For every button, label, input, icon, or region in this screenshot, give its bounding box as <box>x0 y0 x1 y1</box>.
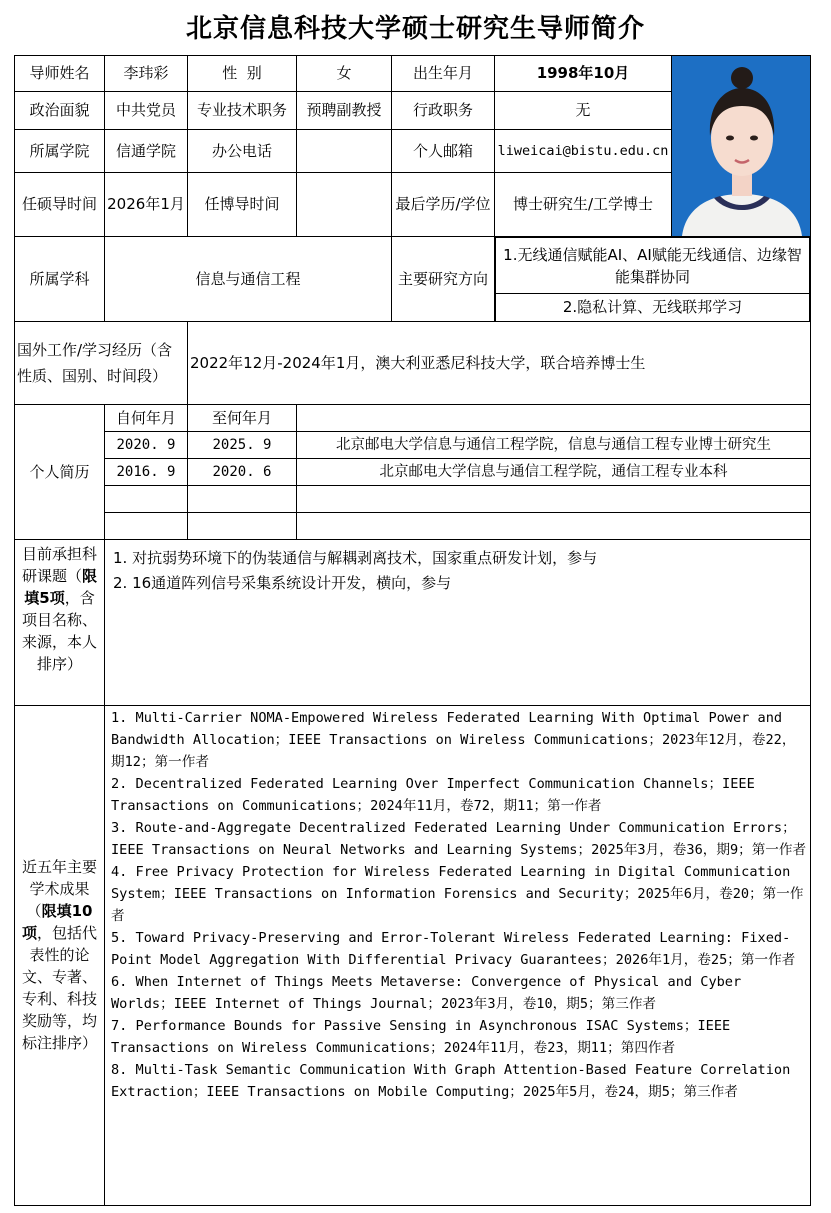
resume-label: 个人简历 <box>15 404 105 539</box>
achievements-label-a: 近五年主要学术成果（ <box>21 858 97 920</box>
achievement-item: 6. When Internet of Things Meets Metaverse: Convergence of Physical and Cyber Worlds；IEEE Internet of Things Journal；2023年3月，卷10，期5；第三作者 <box>111 973 742 1012</box>
birth-label: 出生年月 <box>392 56 495 92</box>
resume-to-header: 至何年月 <box>188 404 297 431</box>
name-label: 导师姓名 <box>15 56 105 92</box>
master-time-value: 2026年1月 <box>105 172 188 236</box>
degree-label: 最后学历/学位 <box>392 172 495 236</box>
resume-from: 2020. 9 <box>105 431 188 458</box>
photo-cell <box>672 56 811 237</box>
achievements-label <box>15 705 105 1205</box>
abroad-value: 2022年12月-2024年1月，澳大利亚悉尼科技大学，联合培养博士生 <box>188 321 811 404</box>
political-label: 政治面貌 <box>15 91 105 130</box>
discipline-value: 信息与通信工程 <box>105 237 392 322</box>
resume-desc: 北京邮电大学信息与通信工程学院，通信工程专业本科 <box>297 458 811 485</box>
abroad-label: 国外工作/学习经历（含性质、国别、时间段） <box>15 321 188 404</box>
achievements-label-bold: 限填10项 <box>21 902 93 942</box>
resume-desc <box>297 485 811 512</box>
resume-from <box>105 485 188 512</box>
gender-label: 性 别 <box>188 56 297 92</box>
projects-label-a: 目前承担科研课题（ <box>21 544 97 585</box>
achievements-list <box>105 705 811 1205</box>
projects-list <box>105 539 811 705</box>
resume-from-header: 自何年月 <box>105 404 188 431</box>
email-label: 个人邮箱 <box>392 130 495 173</box>
resume-desc-header <box>297 404 811 431</box>
project-item: 2. 16通道阵列信号采集系统设计开发，横向，参与 <box>113 573 452 592</box>
resume-to: 2020. 6 <box>188 458 297 485</box>
portrait-photo <box>672 56 811 236</box>
phone-label: 办公电话 <box>188 130 297 173</box>
phd-time-value <box>297 172 392 236</box>
projects-label-bold: 限填5项 <box>24 566 98 607</box>
projects-label <box>15 539 105 705</box>
direction-cell <box>495 237 811 322</box>
admin-label: 行政职务 <box>392 91 495 130</box>
master-time-label: 任硕导时间 <box>15 172 105 236</box>
degree-value: 博士研究生/工学博士 <box>495 172 672 236</box>
job-title-label: 专业技术职务 <box>188 91 297 130</box>
achievement-item: 4. Free Privacy Protection for Wireless Federated Learning in Digital Communication System；IEEE Transactions on Information Forensics and Security；2025年6月，卷20；第一作者 <box>111 863 804 924</box>
email-value: liweicai@bistu.edu.cn <box>495 130 672 173</box>
achievement-item: 3. Route-and-Aggregate Decentralized Federated Learning Under Communication Errors；IEEE Transactions on Neural Networks and Learning Systems；2025年3月，卷36，期9；第一作者 <box>111 819 807 858</box>
political-value: 中共党员 <box>105 91 188 130</box>
job-title-value: 预聘副教授 <box>297 91 392 130</box>
achievements-label-b: ，包括代表性的论文、专著、专利、科技奖励等，均标注排序） <box>21 924 98 1052</box>
resume-from: 2016. 9 <box>105 458 188 485</box>
achievement-item: 2. Decentralized Federated Learning Over Imperfect Communication Channels；IEEE Transactions on Communications；2024年11月，卷72，期11；第一作者 <box>111 775 755 814</box>
page-title: 北京信息科技大学硕士研究生导师简介 <box>185 14 645 44</box>
discipline-label: 所属学科 <box>15 237 105 322</box>
resume-from <box>105 512 188 539</box>
achievement-item: 8. Multi-Task Semantic Communication With Graph Attention-Based Feature Correlation Extraction；IEEE Transactions on Mobile Computing；2025年5月，卷24，期5；第三作者 <box>111 1061 791 1100</box>
birth-value: 1998年10月 <box>495 56 672 92</box>
phd-time-label: 任博导时间 <box>188 172 297 236</box>
resume-to: 2025. 9 <box>188 431 297 458</box>
direction-item: 1.无线通信赋能AI、AI赋能无线通信、边缘智能集群协同 <box>496 238 810 294</box>
profile-table <box>14 55 811 1206</box>
gender-value: 女 <box>297 56 392 92</box>
resume-desc: 北京邮电大学信息与通信工程学院，信息与通信工程专业博士研究生 <box>297 431 811 458</box>
resume-desc <box>297 512 811 539</box>
admin-value: 无 <box>495 91 672 130</box>
phone-value <box>297 130 392 173</box>
direction-item: 2.隐私计算、无线联邦学习 <box>496 294 810 321</box>
resume-to <box>188 485 297 512</box>
college-label: 所属学院 <box>15 130 105 173</box>
achievement-item: 1. Multi-Carrier NOMA-Empowered Wireless Federated Learning With Optimal Power and Bandwidth Allocation；IEEE Transactions on Wireless Communications；2023年12月，卷22，期12；第一作者 <box>111 709 796 770</box>
achievement-item: 7. Performance Bounds for Passive Sensing in Asynchronous ISAC Systems；IEEE Transactions on Wireless Communications；2024年11月，卷23，期11；第四作者 <box>111 1017 731 1056</box>
projects-label-b: ，含项目名称、来源，本人排序） <box>21 588 97 673</box>
college-value: 信通学院 <box>105 130 188 173</box>
direction-list <box>495 237 810 321</box>
achievement-item: 5. Toward Privacy-Preserving and Error-Tolerant Wireless Federated Learning: Fixed-Point Model Aggregation With Differential Privacy Guarantees；2026年1月，卷25；第一作者 <box>111 929 796 968</box>
resume-to <box>188 512 297 539</box>
name-value: 李玮彩 <box>105 56 188 92</box>
project-item: 1. 对抗弱势环境下的伪装通信与解耦剥离技术，国家重点研发计划，参与 <box>113 548 598 567</box>
direction-label: 主要研究方向 <box>392 237 495 322</box>
